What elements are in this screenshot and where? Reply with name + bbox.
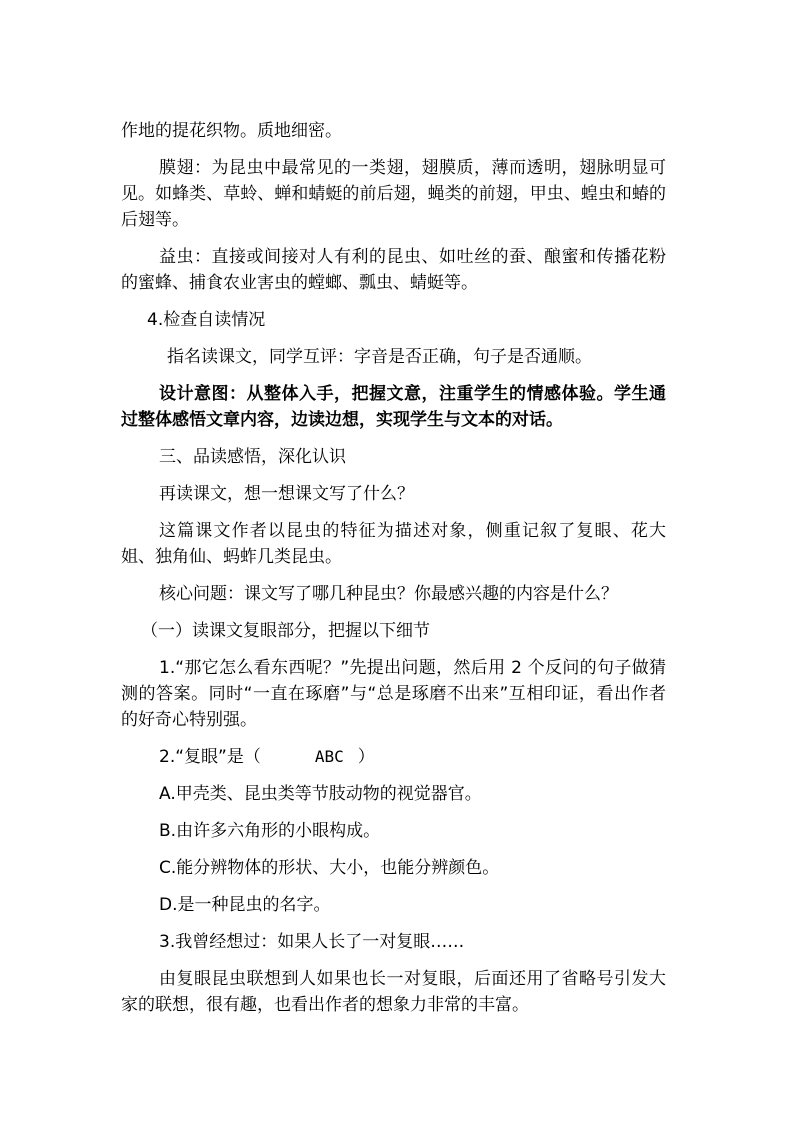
heading-check-reading: 4.检查自读情况 — [147, 310, 266, 330]
paragraph-beneficial-insect: 益虫：直接或间接对人有利的昆虫、如吐丝的蚕、酿蜜和传播花粉的蜜蜂、捕食农业害虫的螳螂、瓢虫、蜻蜓等。 — [121, 247, 666, 293]
question-prefix: 2.“复眼”是（ — [159, 747, 261, 767]
paragraph-core-question: 核心问题：课文写了哪几种昆虫？你最感兴趣的内容是什么？ — [159, 584, 618, 604]
question-answer: ABC — [314, 747, 344, 766]
document-page — [121, 118, 666, 1029]
option-c: C.能分辨物体的形状、大小，也能分辨颜色。 — [159, 858, 500, 878]
paragraph-item-2-question — [121, 744, 666, 770]
paragraph-design-intent: 设计意图：从整体入手，把握文意，注重学生的情感体验。学生通过整体感悟文章内容，边读边想，实现学生与文本的对话。 — [121, 384, 666, 430]
paragraph-reread-prompt: 再读课文，想一想课文写了什么？ — [159, 484, 414, 504]
subheading-compound-eye: （一）读课文复眼部分，把握以下细节 — [141, 621, 430, 641]
paragraph-fabric-continuation: 作地的提花织物。质地细密。 — [121, 121, 342, 141]
question-suffix: ） — [357, 747, 375, 767]
section-heading-3: 三、品读感悟，深化认识 — [159, 447, 346, 467]
paragraph-imagination: 由复眼昆虫联想到人如果也长一对复眼，后面还用了省略号引发大家的联想，很有趣，也看出作者的想象力非常的丰富。 — [121, 969, 666, 1015]
paragraph-text-summary: 这篇课文作者以昆虫的特征为描述对象，侧重记叙了复眼、花大姐、独角仙、蚂蚱几类昆虫。 — [121, 521, 666, 567]
paragraph-item-3: 3.我曾经想过：如果人长了一对复眼…… — [159, 932, 465, 952]
option-a: A.甲壳类、昆虫类等节肢动物的视觉器官。 — [159, 784, 482, 804]
paragraph-membrane-wing: 膜翅：为昆虫中最常见的一类翅，翅膜质，薄而透明，翅脉明显可见。如蜂类、草蛉、蝉和蜻蜓的前后翅，蝇类的前翅，甲虫、蝗虫和蝽的后翅等。 — [121, 158, 666, 230]
paragraph-peer-review: 指名读课文，同学互评：字音是否正确，句子是否通顺。 — [167, 347, 592, 367]
option-d: D.是一种昆虫的名字。 — [159, 895, 331, 915]
paragraph-item-1: 1.“那它怎么看东西呢？”先提出问题，然后用 2 个反问的句子做猜测的答案。同时“一直在琢磨”与“总是琢磨不出来”互相印证，看出作者的好奇心特别强。 — [121, 658, 666, 730]
option-b: B.由许多六角形的小眼构成。 — [159, 821, 381, 841]
